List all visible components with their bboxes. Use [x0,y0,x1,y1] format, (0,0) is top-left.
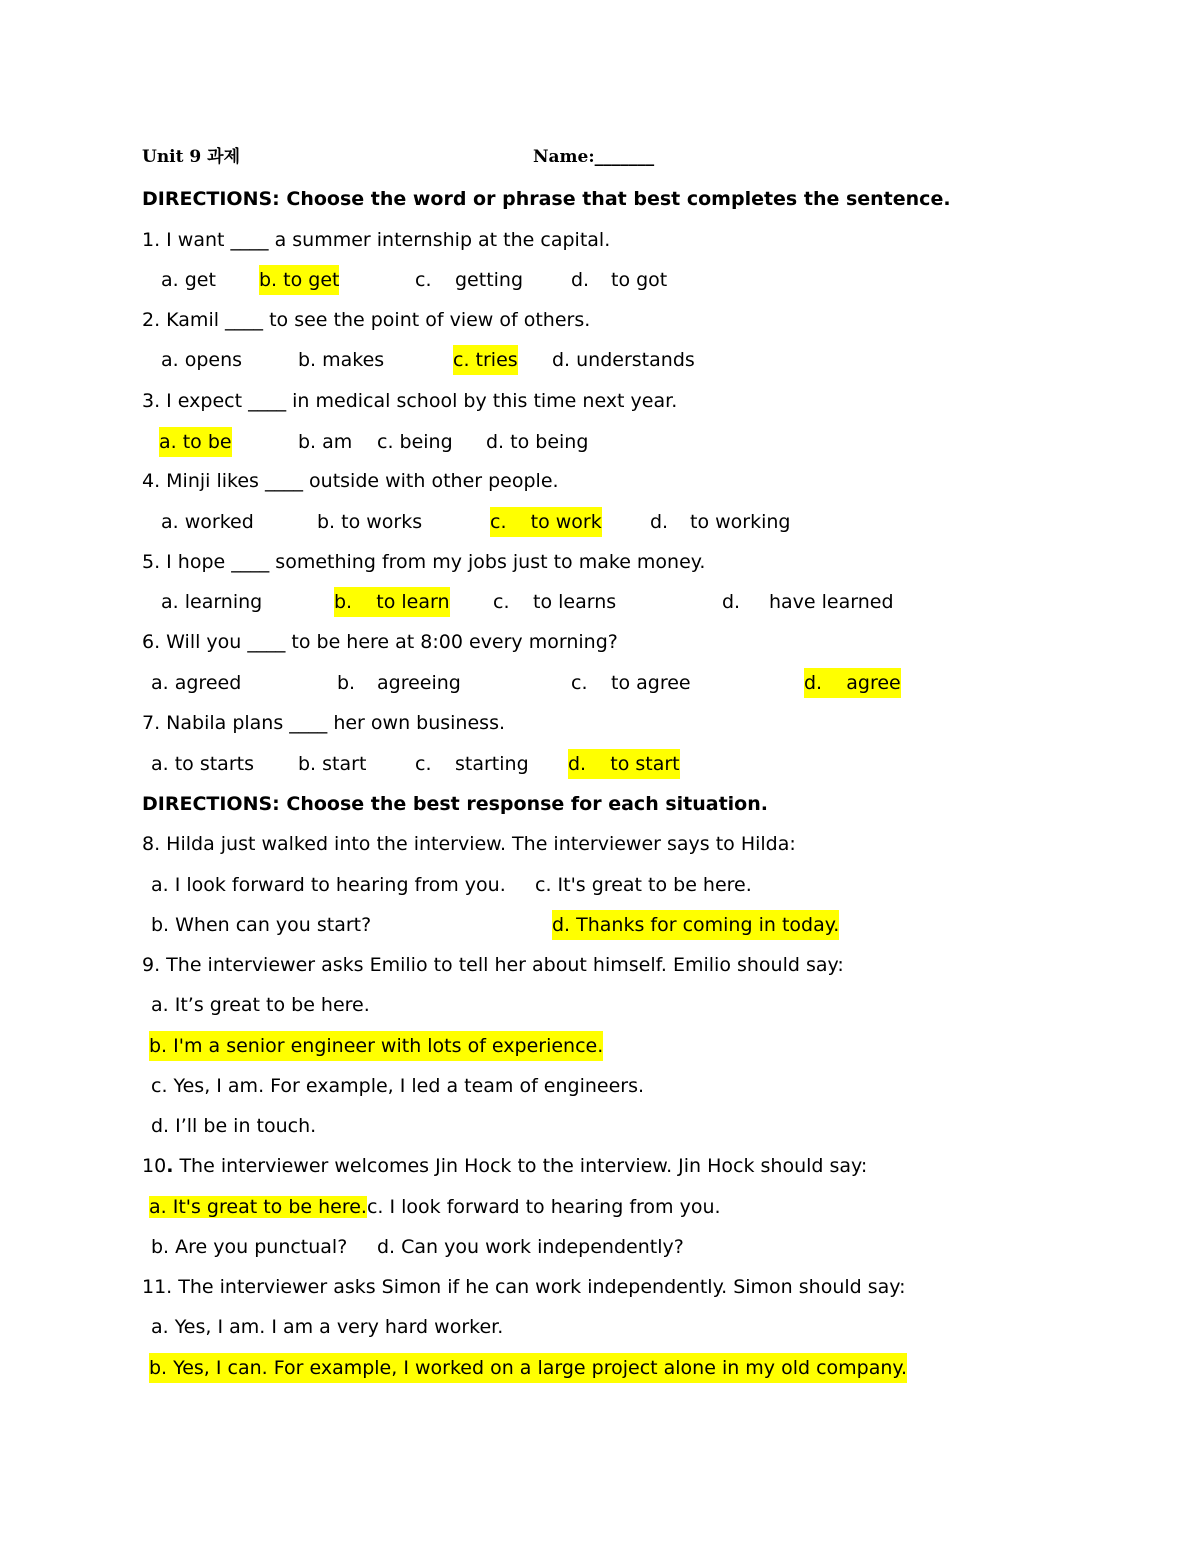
q9-option-d: d. I’ll be in touch. [151,1115,317,1137]
q9-option-d-line [0,1111,1200,1141]
q6-options: a. agreed b. agreeing c. to agree d. agree [0,668,1200,698]
q11-option-a: a. Yes, I am. I am a very hard worker. [151,1316,504,1338]
q6-option-a: a. agreed [151,672,242,694]
question-11: 11. The interviewer asks Simon if he can work independently. Simon should say: [142,1276,906,1298]
q5-option-d: have learned [769,591,894,613]
q6-option-c: to agree [611,672,691,694]
q5-option-a: a. learning [161,591,263,613]
directions-heading: DIRECTIONS: Choose the word or phrase that best completes the sentence. [142,188,951,210]
name-field-label: Name:_______ [533,147,655,167]
q1-option-d: to got [611,269,668,291]
q5-option-c: to learns [533,591,617,613]
question-5: 5. I hope ____ something from my jobs just to make money. [142,551,706,573]
q2-option-d: d. understands [552,349,695,371]
q11-option-b-line [0,1353,1200,1383]
q10-option-c: c. I look forward to hearing from you. [366,1196,721,1218]
question-6: 6. Will you ____ to be here at 8:00 every morning? [142,631,618,653]
q8-option-b: b. When can you start? [151,914,372,936]
header-line [0,142,1200,172]
q7-option-b: b. start [298,753,367,775]
q3-option-d: d. to being [486,431,589,453]
directions-heading-2: DIRECTIONS: Choose the best response for each situation. [142,793,768,815]
q2-options [0,345,1200,375]
q2-option-b: b. makes [298,349,385,371]
q4-options: a. worked b. to works c. to work d. to working [0,507,1200,537]
question-2: 2. Kamil ____ to see the point of view of others. [142,309,591,331]
q7-option-a: a. to starts [151,753,254,775]
q10-option-b: b. Are you punctual? [151,1236,348,1258]
q9-option-a-line [0,990,1200,1020]
q8-option-a: a. I look forward to hearing from you. [151,874,506,896]
q9-option-c-line [0,1071,1200,1101]
q9-option-b-answer: b. I'm a senior engineer with lots of experience. [149,1031,603,1061]
q8-option-d-answer: d. Thanks for coming in today. [552,910,839,940]
unit-title: Unit 9 과제 [142,147,241,167]
q4-option-a: a. worked [161,511,254,533]
q7-options: a. to starts b. start c. starting d. to start [0,749,1200,779]
q3-option-c: c. being [377,431,453,453]
q1-option-b-answer: b. to get [259,265,339,295]
q4-option-d: to working [690,511,791,533]
q11-option-b-answer: b. Yes, I can. For example, I worked on a large project alone in my old company. [149,1353,907,1383]
question-10: 10. The interviewer welcomes Jin Hock to the interview. Jin Hock should say: [142,1155,868,1177]
q3-options [0,427,1200,457]
q10-options-row-2 [0,1232,1200,1262]
q10-option-d: d. Can you work independently? [377,1236,684,1258]
q10-option-a-answer: a. It's great to be here. [149,1196,367,1218]
question-1: 1. I want ____ a summer internship at the capital. [142,229,611,251]
q4-option-b: b. to works [317,511,423,533]
question-8: 8. Hilda just walked into the interview. The interviewer says to Hilda: [142,833,796,855]
q10-options-row-1 [0,1192,1200,1222]
q9-option-c: c. Yes, I am. For example, I led a team of engineers. [151,1075,645,1097]
question-7: 7. Nabila plans ____ her own business. [142,712,506,734]
q1-option-c: getting [455,269,524,291]
question-3: 3. I expect ____ in medical school by this time next year. [142,390,678,412]
q3-option-b: b. am [298,431,353,453]
q7-option-d-answer: d. to start [568,749,680,779]
q9-option-a: a. It’s great to be here. [151,994,370,1016]
q6-option-d-answer: d. agree [804,668,901,698]
q1-option-a: a. get [161,269,216,291]
q8-options-row-2 [0,910,1200,940]
q11-option-a-line [0,1312,1200,1342]
q3-option-a-answer: a. to be [159,427,232,457]
question-9: 9. The interviewer asks Emilio to tell her about himself. Emilio should say: [142,954,844,976]
q5-option-b-answer: b. to learn [334,587,450,617]
q8-option-c: c. It's great to be here. [535,874,752,896]
question-4: 4. Minji likes ____ outside with other people. [142,470,559,492]
q8-options-row-1 [0,870,1200,900]
q5-options: a. learning b. to learn c. to learns d. have learned [0,587,1200,617]
q2-option-a: a. opens [161,349,243,371]
q4-option-c-answer: c. to work [490,507,602,537]
q7-option-c: starting [455,753,529,775]
q6-option-b: agreeing [377,672,461,694]
q1-options: a. get b. to get c. getting d. to got [0,265,1200,295]
q9-option-b-line [0,1031,1200,1061]
q2-option-c-answer: c. tries [453,345,518,375]
